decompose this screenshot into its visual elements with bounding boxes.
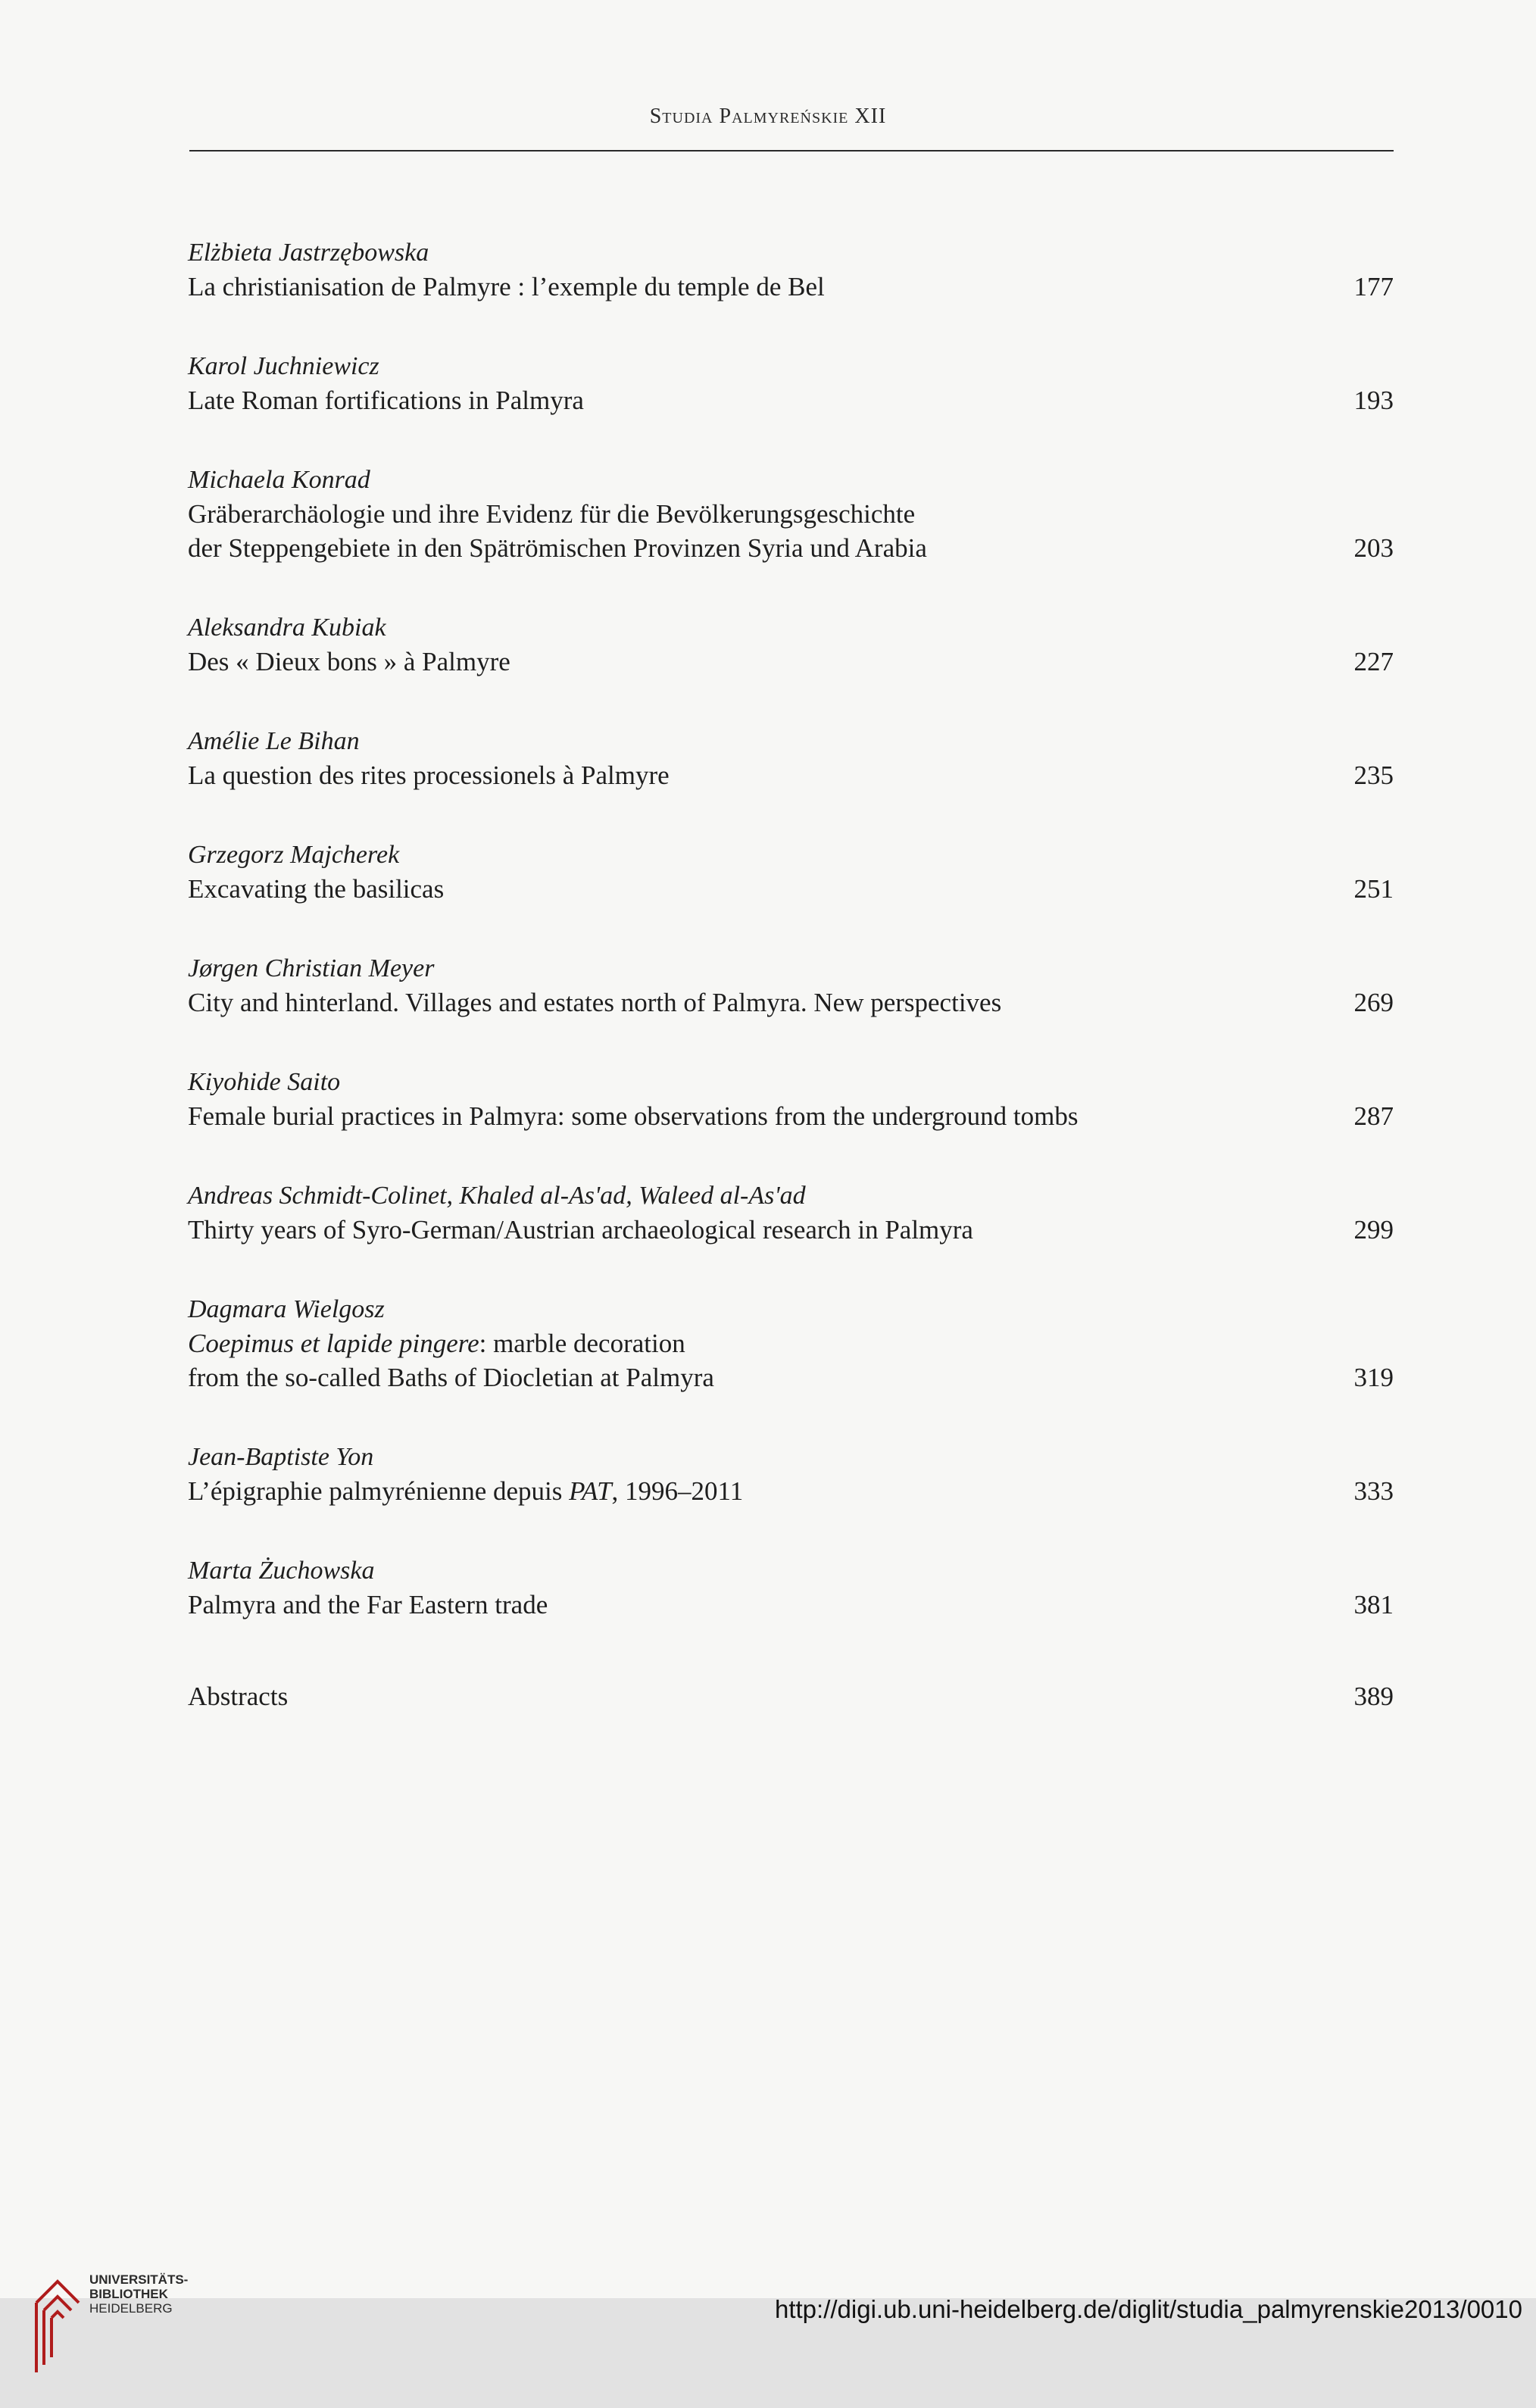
- toc-entry: [188, 1293, 1394, 1395]
- toc-entry: [188, 1179, 1394, 1247]
- toc-title-line: [188, 1213, 1394, 1247]
- abstracts-label: Abstracts: [188, 1682, 289, 1711]
- toc-title-line: [188, 1326, 1394, 1360]
- toc-entry: [188, 1066, 1394, 1133]
- toc-title: Palmyra and the Far Eastern trade: [188, 1590, 548, 1619]
- toc-entry: [188, 350, 1394, 417]
- toc-page-number: 381: [1353, 1590, 1394, 1619]
- toc-title-part: , 1996–2011: [611, 1476, 744, 1506]
- toc-title-line: [188, 985, 1394, 1020]
- toc-title-italic: Coepimus et lapide pingere: [188, 1329, 479, 1358]
- toc-title-line: [188, 645, 1394, 679]
- toc-title: Gräberarchäologie und ihre Evidenz für die Bevölkerungsgeschichte: [188, 499, 916, 529]
- toc-page-number: 203: [1353, 533, 1394, 563]
- toc-title-line: [188, 1588, 1394, 1622]
- toc-entry: [188, 952, 1394, 1020]
- toc-page-number: 389: [1353, 1682, 1394, 1711]
- toc-title: Late Roman fortifications in Palmyra: [188, 386, 584, 415]
- header-rule: [189, 150, 1394, 151]
- toc-page-number: 299: [1353, 1215, 1394, 1245]
- running-head: Studia Palmyreńskie XII: [649, 105, 887, 128]
- toc-author: Marta Żuchowska: [188, 1557, 375, 1585]
- toc-author: Jean-Baptiste Yon: [188, 1443, 374, 1471]
- toc-author: Kiyohide Saito: [188, 1068, 341, 1096]
- toc-page-number: 333: [1353, 1476, 1394, 1506]
- toc-title-line: [188, 531, 1394, 565]
- toc-author: Dagmara Wielgosz: [188, 1295, 385, 1323]
- toc-title-part: L’épigraphie palmyrénienne depuis: [188, 1476, 570, 1506]
- toc-title-line: [188, 497, 1394, 531]
- toc-title: Thirty years of Syro-German/Austrian archaeological research in Palmyra: [188, 1215, 973, 1245]
- toc-page-number: 235: [1353, 761, 1394, 790]
- toc-entry: [188, 236, 1394, 304]
- toc-page-number: 319: [1353, 1363, 1394, 1392]
- toc-title-line: [188, 872, 1394, 906]
- toc-author: Amélie Le Bihan: [188, 727, 360, 755]
- table-of-contents: [188, 236, 1394, 1713]
- toc-entry: [188, 725, 1394, 792]
- toc-entry: [188, 1554, 1394, 1622]
- library-name: [89, 2272, 188, 2316]
- toc-page-number: 269: [1353, 988, 1394, 1017]
- toc-title-line: [188, 270, 1394, 304]
- toc-entry: [188, 611, 1394, 679]
- toc-author: Michaela Konrad: [188, 466, 370, 494]
- toc-title: La question des rites processionels à Palmyre: [188, 761, 670, 790]
- library-name-line: HEIDELBERG: [89, 2301, 173, 2316]
- toc-title-rest: : marble decoration: [479, 1329, 685, 1358]
- toc-title-line: [188, 383, 1394, 417]
- toc-page-number: 177: [1353, 272, 1394, 301]
- library-logo-icon: [30, 2266, 83, 2380]
- toc-title-continued: from the so-called Baths of Diocletian at Palmyra: [188, 1363, 714, 1392]
- toc-title: Excavating the basilicas: [188, 874, 445, 904]
- toc-page-number: 227: [1353, 647, 1394, 676]
- toc-title-line: [188, 1474, 1394, 1508]
- toc-author: Andreas Schmidt-Colinet, Khaled al-As'ad, Waleed al-As'ad: [188, 1182, 806, 1210]
- toc-author: Elżbieta Jastrzębowska: [188, 239, 429, 267]
- source-url-link[interactable]: http://digi.ub.uni-heidelberg.de/diglit/studia_palmyrenskie2013/0010: [774, 2295, 1522, 2323]
- toc-author: Aleksandra Kubiak: [188, 614, 386, 642]
- toc-title-line: [188, 1099, 1394, 1133]
- toc-title: Female burial practices in Palmyra: some observations from the underground tombs: [188, 1101, 1079, 1131]
- toc-title: [188, 1474, 1310, 1508]
- toc-title-line: [188, 758, 1394, 792]
- toc-title-italic: PAT: [569, 1476, 612, 1506]
- toc-title-continued: der Steppengebiete in den Spätrömischen Provinzen Syria und Arabia: [188, 533, 927, 563]
- toc-page-number: 287: [1353, 1101, 1394, 1131]
- library-name-line: BIBLIOTHEK: [89, 2287, 168, 2301]
- toc-title-line: [188, 1360, 1394, 1395]
- abstracts-entry: [188, 1679, 1394, 1713]
- toc-entry: [188, 464, 1394, 565]
- toc-author: Karol Juchniewicz: [188, 352, 379, 380]
- toc-entry: [188, 839, 1394, 906]
- library-name-line: UNIVERSITÄTS-: [89, 2272, 189, 2287]
- toc-entry: [188, 1441, 1394, 1508]
- toc-page-number: 193: [1353, 386, 1394, 415]
- toc-title: La christianisation de Palmyre : l’exemple du temple de Bel: [188, 272, 825, 301]
- toc-author: Grzegorz Majcherek: [188, 841, 400, 869]
- toc-page-number: 251: [1353, 874, 1394, 904]
- toc-author: Jørgen Christian Meyer: [188, 954, 435, 982]
- toc-title: City and hinterland. Villages and estates north of Palmyra. New perspectives: [188, 988, 1002, 1017]
- toc-title: Des « Dieux bons » à Palmyre: [188, 647, 510, 676]
- toc-title: [188, 1326, 1394, 1360]
